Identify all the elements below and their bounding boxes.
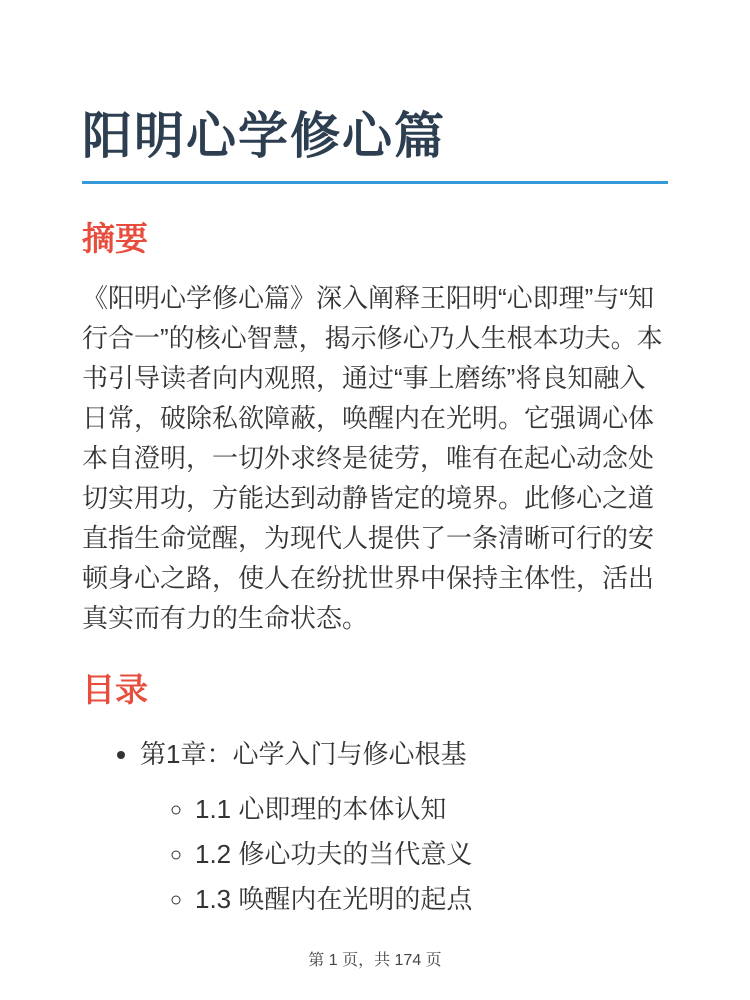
toc-section-item (195, 877, 668, 921)
title-divider (82, 181, 668, 184)
toc-section-label: 1.1 心即理的本体认知 (195, 793, 447, 824)
toc-section-label: 1.2 修心功夫的当代意义 (195, 838, 473, 869)
toc-section-item (195, 832, 668, 876)
toc-chapter-label: 第1章：心学入门与修心根基 (140, 738, 467, 769)
abstract-heading: 摘要 (82, 219, 148, 257)
toc-section-label: 1.3 唤醒内在光明的起点 (195, 883, 473, 914)
toc-chapter-item (140, 733, 668, 921)
toc-list (82, 733, 668, 921)
toc-section-list (140, 787, 668, 921)
page-title: 阳明心学修心篇 (82, 108, 446, 164)
page-number: 第 1 页，共 174 页 (308, 952, 442, 969)
toc-section-item (195, 787, 668, 831)
abstract-paragraph: 《阳明心学修心篇》深入阐释王阳明“心即理”与“知行合一”的核心智慧，揭示修心乃人生根本功夫。本书引导读者向内观照，通过“事上磨练”将良知融入日常，破除私欲障蔽，唤醒内在光明。它强调心体本自澄明，一切外求终是徒劳，唯有在起心动念处切实用功，方能达到动静皆定的境界。此修心之道直指生命觉醒，为现代人提供了一条清晰可行的安顿身心之路，使人在纷扰世界中保持主体性，活出真实而有力的生命状态。 (82, 283, 663, 634)
toc-heading: 目录 (82, 671, 148, 709)
